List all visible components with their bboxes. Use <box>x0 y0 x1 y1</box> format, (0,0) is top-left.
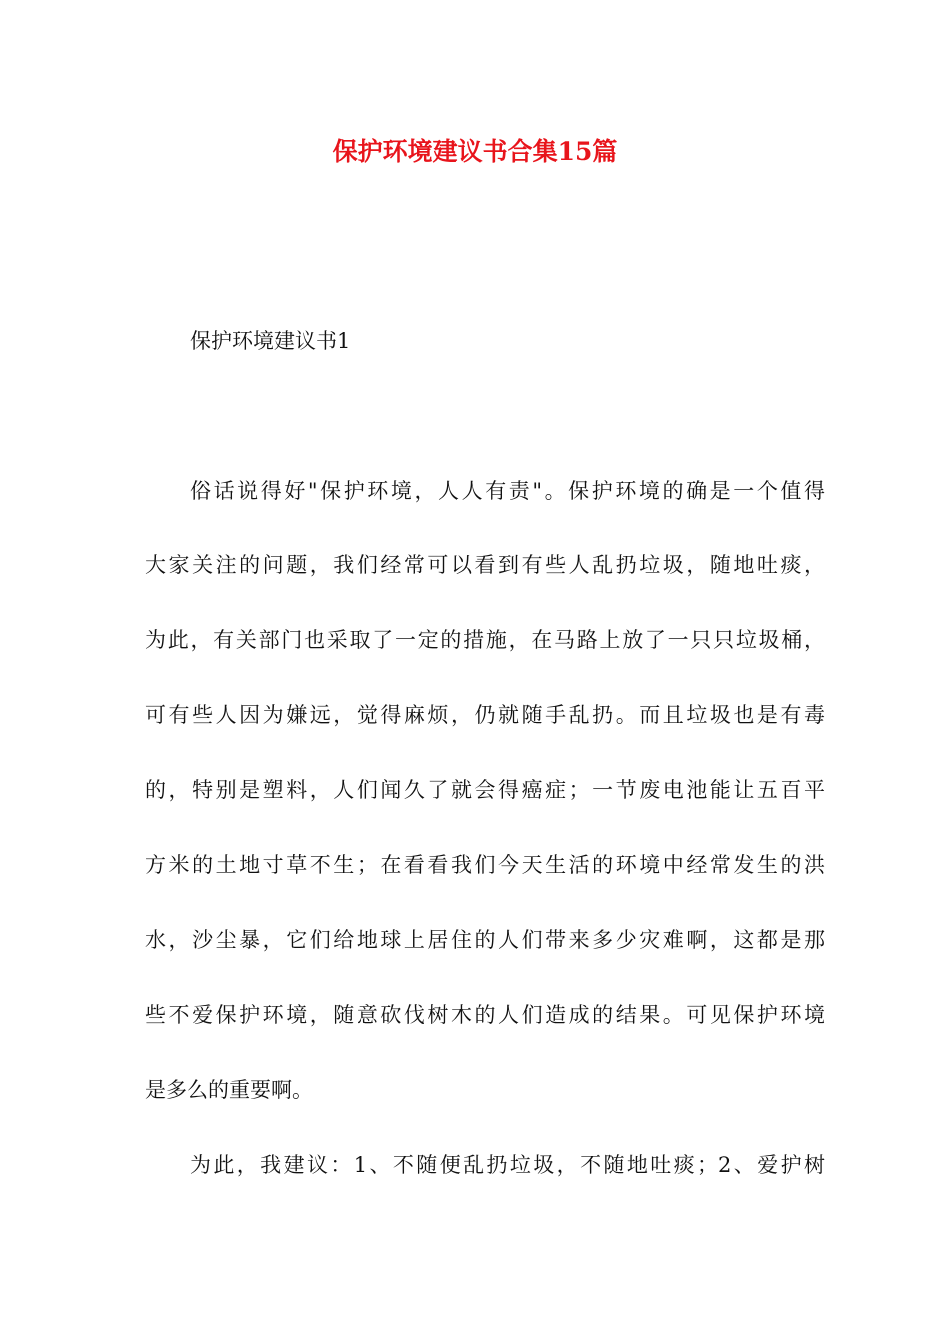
paragraph-line: 俗话说得好"保护环境，人人有责"。保护环境的确是一个值得 <box>190 479 825 503</box>
paragraph-line: 为此，我建议：1、不随便乱扔垃圾，不随地吐痰；2、爱护树 <box>190 1153 825 1177</box>
paragraph-line: 是多么的重要啊。 <box>145 1078 313 1102</box>
section-heading: 保护环境建议书1 <box>190 329 351 353</box>
document-title: 保护环境建议书合集15篇 <box>332 137 618 166</box>
paragraph-line: 水，沙尘暴，它们给地球上居住的人们带来多少灾难啊，这都是那 <box>145 928 825 952</box>
paragraph-line: 可有些人因为嫌远，觉得麻烦，仍就随手乱扔。而且垃圾也是有毒 <box>145 703 825 727</box>
paragraph-line: 的，特别是塑料，人们闻久了就会得癌症；一节废电池能让五百平 <box>145 778 825 802</box>
paragraph-line: 方米的土地寸草不生；在看看我们今天生活的环境中经常发生的洪 <box>145 853 825 877</box>
paragraph-line: 为此，有关部门也采取了一定的措施，在马路上放了一只只垃圾桶， <box>145 628 825 652</box>
paragraph-line: 大家关注的问题，我们经常可以看到有些人乱扔垃圾，随地吐痰， <box>145 553 825 577</box>
paragraph-line: 些不爱保护环境，随意砍伐树木的人们造成的结果。可见保护环境 <box>145 1003 825 1027</box>
